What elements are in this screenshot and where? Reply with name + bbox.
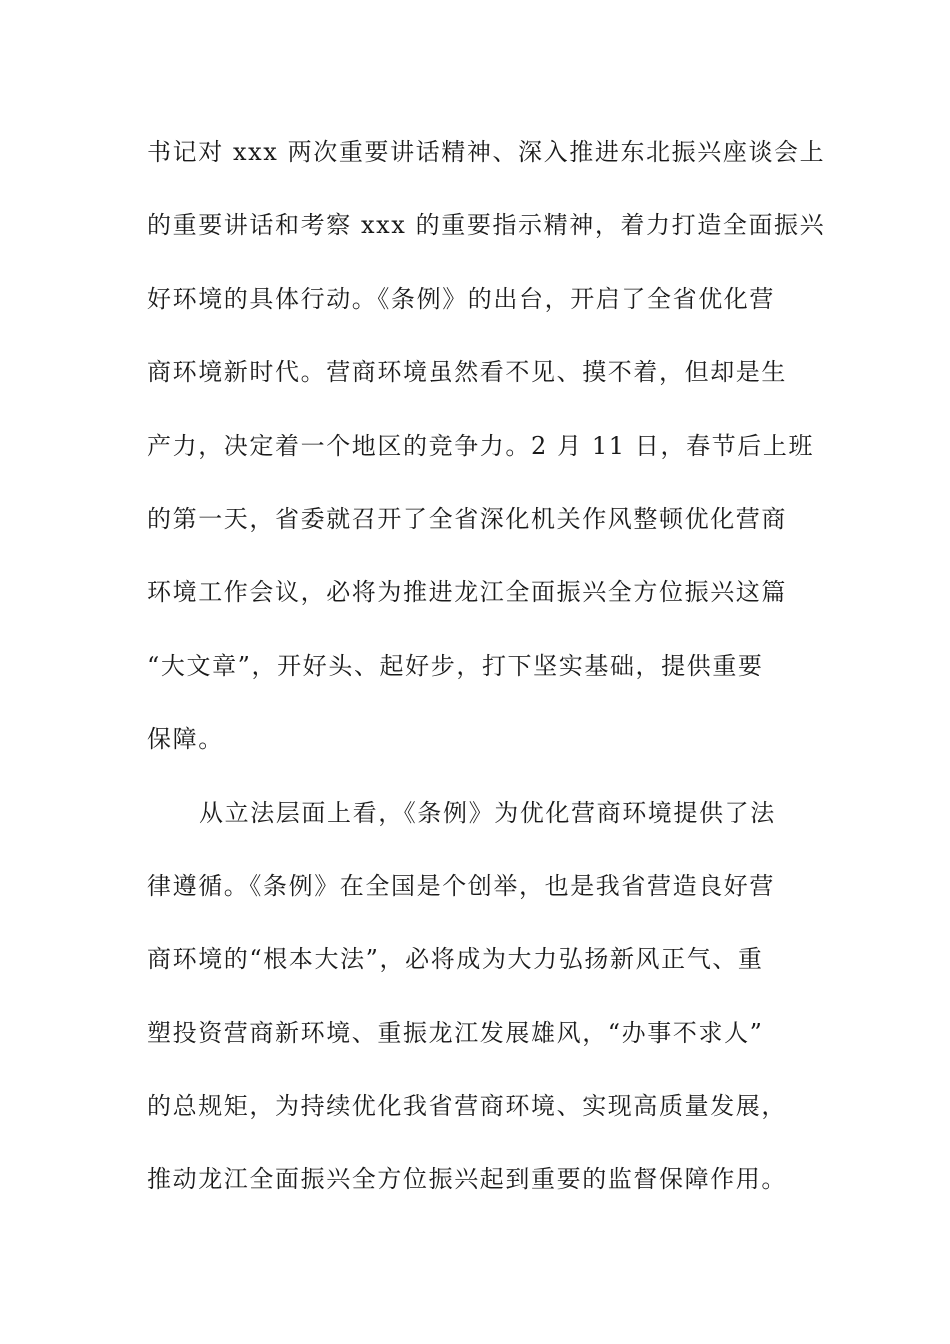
text-line: 推动龙江全面振兴全方位振兴起到重要的监督保障作用。 — [147, 1165, 787, 1194]
text-line: 塑投资营商新环境、重振龙江发展雄风，“办事不求人” — [147, 1018, 764, 1047]
text-line: 的重要讲话和考察 xxx 的重要指示精神，着力打造全面振兴 — [147, 211, 826, 240]
text-line: “大文章”，开好头、起好步，打下坚实基础，提供重要 — [147, 651, 764, 680]
text-line: 好环境的具体行动。《条例》的出台，开启了全省优化营 — [147, 284, 775, 313]
text-line: 环境工作会议，必将为推进龙江全面振兴全方位振兴这篇 — [147, 578, 787, 607]
text-line: 的总规矩，为持续优化我省营商环境、实现高质量发展， — [147, 1092, 787, 1121]
document-body — [147, 128, 826, 1229]
text-line: 产力，决定着一个地区的竞争力。2 月 11 日，春节后上班 — [147, 431, 815, 460]
text-line: 商环境的“根本大法”，必将成为大力弘扬新风正气、重 — [147, 945, 764, 974]
text-line: 商环境新时代。营商环境虽然看不见、摸不着，但却是生 — [147, 358, 787, 387]
text-line: 的第一天，省委就召开了全省深化机关作风整顿优化营商 — [147, 504, 787, 533]
text-line: 书记对 xxx 两次重要讲话精神、深入推进东北振兴座谈会上 — [147, 138, 826, 166]
text-line: 保障。 — [147, 725, 224, 754]
text-line: 律遵循。《条例》在全国是个创举，也是我省营造良好营 — [147, 871, 775, 900]
paragraph-first-line: 从立法层面上看，《条例》为优化营商环境提供了法 — [199, 798, 776, 827]
